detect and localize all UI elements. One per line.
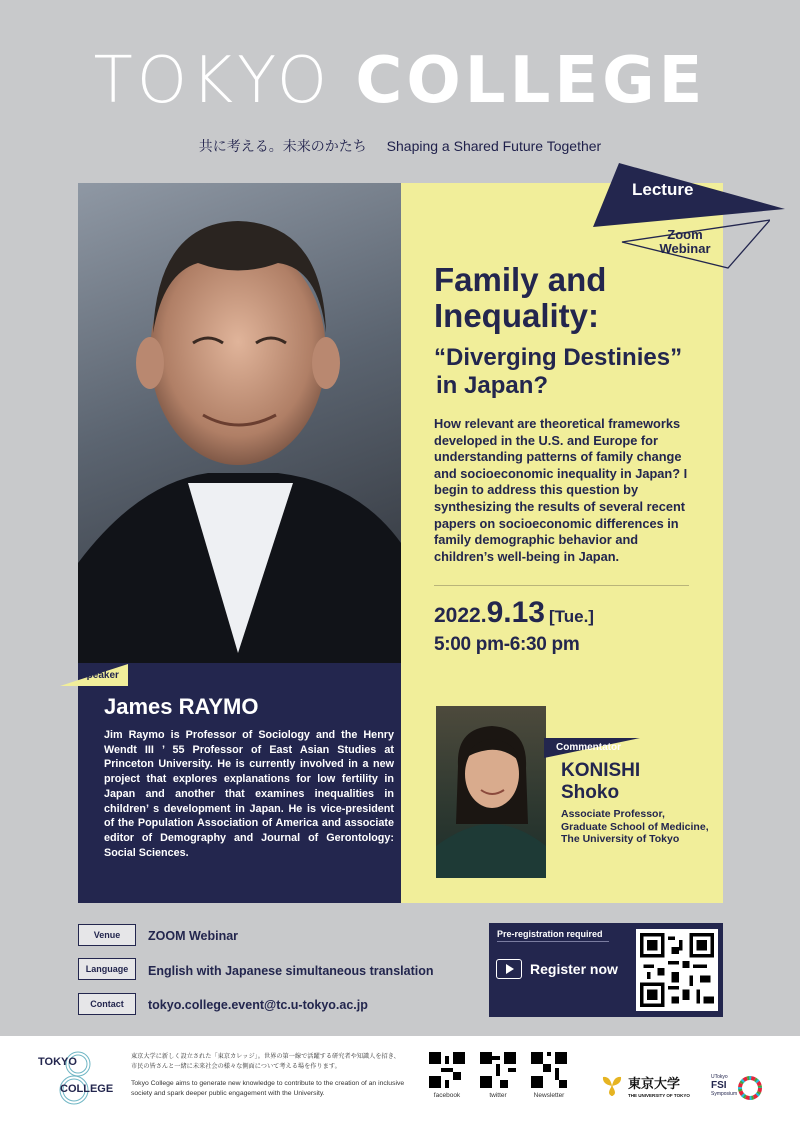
commentator-role-line2: Graduate School of Medicine, — [561, 820, 709, 833]
footer-logo-tokyo: TOKYO — [38, 1056, 77, 1068]
utokyo-en-name: THE UNIVERSITY OF TOKYO — [628, 1092, 690, 1098]
utokyo-jp-name: 東京大学 — [628, 1075, 681, 1091]
language-value: English with Japanese simultaneous translation — [148, 964, 434, 978]
zoom-label-line1: Zoom — [667, 227, 703, 242]
venue-value: ZOOM Webinar — [148, 929, 239, 943]
speaker-tag-label: Speaker — [80, 670, 119, 681]
fsi-sub-label: Symposium — [711, 1091, 738, 1097]
preregistration-label: Pre-registration required — [497, 929, 603, 939]
commentator-portrait-image — [436, 706, 546, 878]
twitter-qr-icon — [480, 1052, 516, 1088]
tokyo-college-logo — [30, 1044, 120, 1110]
tagline-jp: 共に考える。未来のかたち — [198, 138, 367, 154]
commentator-name — [561, 760, 640, 804]
lecture-abstract: How relevant are theoretical frameworks developed in the U.S. and Europe for understanding patterns of family change and socioeconomic inequality in Japan? I begin to address this question by synthesizing the results of several recent papers on socioeconomic differences in family demographic behavior and children’s well-being in Japan. — [434, 416, 688, 564]
commentator-role-line3: The University of Tokyo — [561, 833, 680, 845]
speaker-portrait-image — [78, 183, 401, 663]
commentator-role-line1: Associate Professor, — [561, 808, 665, 820]
lecture-title — [434, 262, 714, 334]
zoom-label-line2: Webinar — [659, 241, 711, 256]
event-time: 5:00 pm-6:30 pm — [434, 634, 580, 655]
title-line1: Family and — [434, 261, 607, 298]
facebook-qr-icon — [429, 1052, 465, 1088]
title-college: COLLEGE — [355, 44, 707, 118]
registration-qr-code[interactable] — [636, 929, 718, 1011]
commentator-role — [561, 808, 709, 846]
venue-label: Venue — [78, 924, 136, 946]
utokyo-logo — [600, 1074, 690, 1098]
footer-logo-college: COLLEGE — [60, 1083, 114, 1095]
tagline — [0, 136, 800, 156]
title-tokyo: TOKYO — [93, 44, 332, 118]
lecture-subtitle — [434, 344, 714, 400]
fsi-small-label: UTokyo — [711, 1074, 728, 1080]
divider — [434, 585, 689, 586]
play-icon — [496, 959, 522, 979]
speaker-bio: Jim Raymo is Professor of Sociology and the Henry Wendt III ’ 55 Professor of East Asian Studies at Princeton University. He is currently involved in a new project that explores explanations for low fertility in Japan and another that examines inequalities in children’ s development in Japan. He is vice-president of the Population Association of America and associate editor of Demography and Journal of Gerontology: Social Sciences. — [104, 729, 394, 859]
sdg-wheel-icon — [738, 1076, 762, 1100]
twitter-label: twitter — [489, 1092, 507, 1099]
newsletter-qr[interactable] — [528, 1052, 570, 1099]
date-year: 2022. — [434, 604, 487, 627]
lecture-type-label: Lecture — [632, 180, 694, 199]
commentator-tag-label: Commentator — [556, 742, 622, 753]
ginkgo-emblem-icon — [600, 1074, 624, 1098]
twitter-qr[interactable] — [477, 1052, 519, 1099]
commentator-name-line2: Shoko — [561, 782, 620, 803]
registration-divider — [497, 941, 609, 942]
qr-code-icon — [640, 933, 714, 1007]
speaker-photo — [78, 183, 401, 663]
commentator-name-line1: KONISHI — [561, 760, 641, 781]
speaker-name: James RAYMO — [104, 694, 259, 719]
zoom-webinar-label — [650, 228, 720, 256]
utokyo-fsi-logo — [711, 1074, 737, 1097]
contact-label: Contact — [78, 993, 136, 1015]
register-now-label: Register now — [530, 961, 618, 977]
date-weekday: [Tue.] — [548, 607, 594, 626]
fsi-big-label: FSI — [711, 1080, 727, 1091]
newsletter-qr-icon — [531, 1052, 567, 1088]
contact-email-link[interactable]: tokyo.college.event@tc.u-tokyo.ac.jp — [148, 998, 368, 1012]
subtitle-line2: in Japan? — [436, 372, 549, 399]
commentator-photo — [436, 706, 546, 878]
event-date — [434, 596, 594, 630]
page-title — [0, 44, 800, 118]
facebook-qr[interactable] — [426, 1052, 468, 1099]
newsletter-label: Newsletter — [533, 1092, 565, 1099]
facebook-label: facebook — [433, 1092, 461, 1099]
tagline-en: Shaping a Shared Future Together — [386, 138, 602, 154]
language-label: Language — [78, 958, 136, 980]
footer-description-jp: 東京大学に新しく設立された「東京カレッジ」。世界の第一線で活躍する研究者や知識人を招き、市民の皆さんと一緒に未来社会の様々な側面について考える場を作ります。 — [131, 1053, 400, 1070]
title-line2: Inequality: — [434, 297, 600, 334]
subtitle-line1: “Diverging Destinies” — [434, 344, 683, 371]
footer-description-en: Tokyo College aims to generate new knowledge to contribute to the creation of an inclusive society and spark deeper public engagement with the University. — [131, 1080, 405, 1097]
date-month-day: 9.13 — [486, 596, 545, 629]
register-now-button[interactable] — [496, 959, 618, 979]
